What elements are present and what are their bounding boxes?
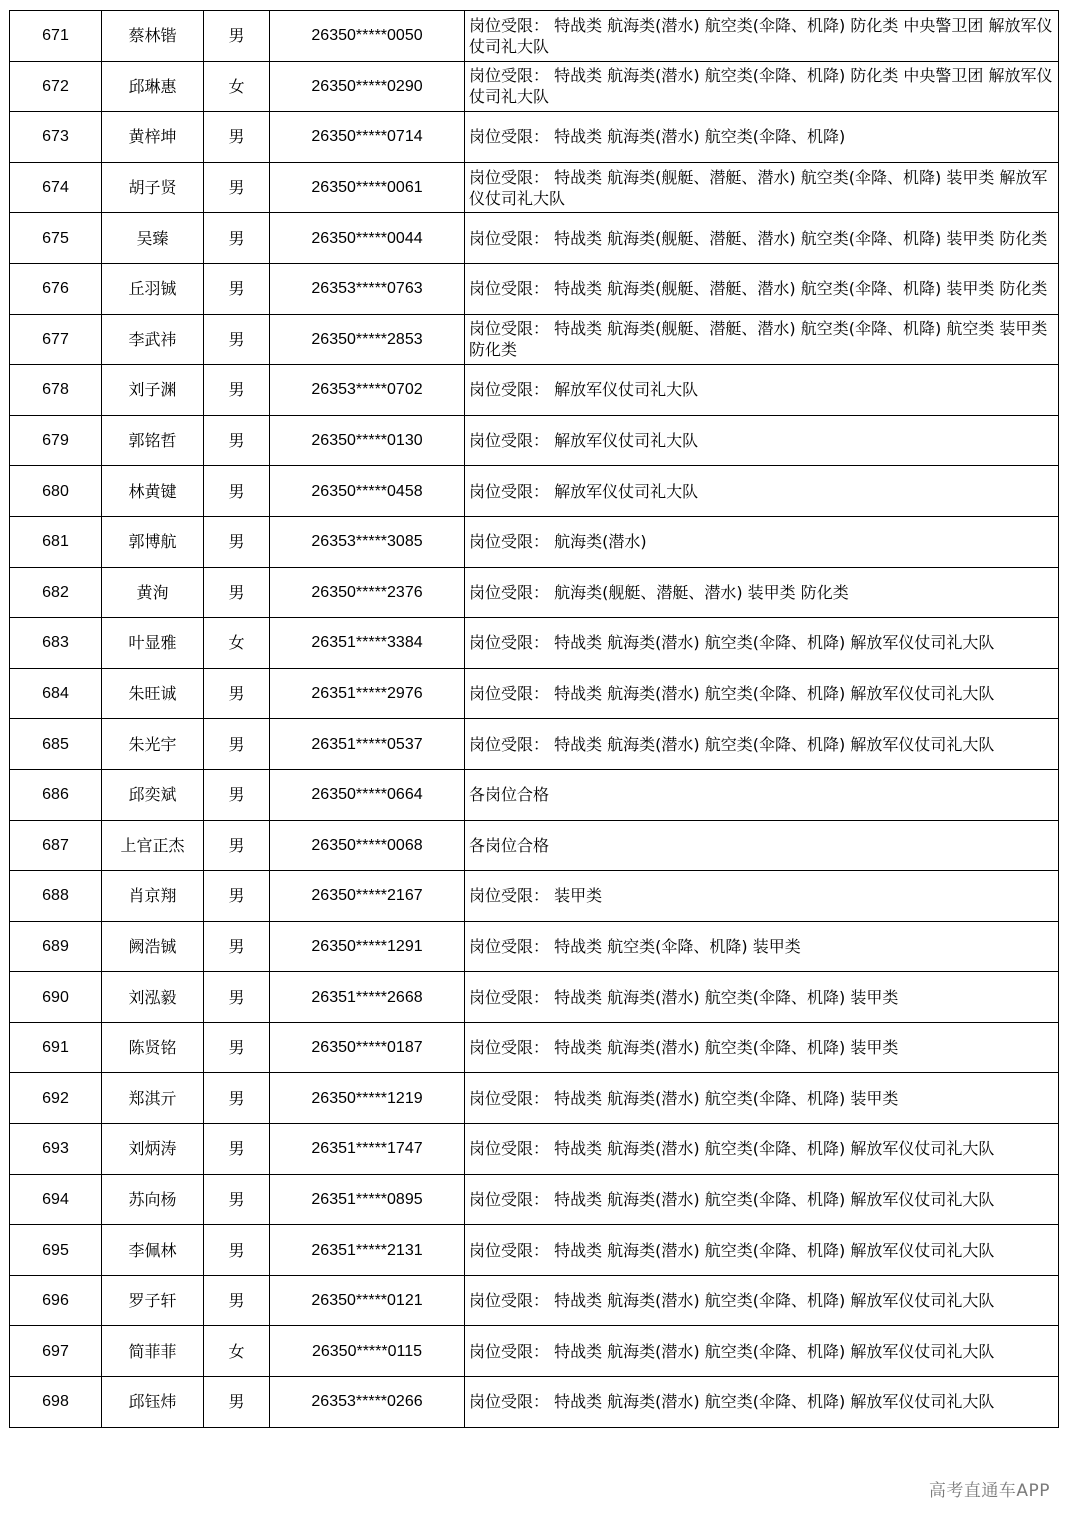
cell-gender: 男 xyxy=(204,213,270,264)
cell-exam-id: 26353*****0763 xyxy=(270,263,465,314)
table-row xyxy=(10,1073,1059,1124)
cell-gender: 男 xyxy=(204,1073,270,1124)
cell-restriction: 岗位受限： 特战类 航海类(潜水) 航空类(伞降、机降) 装甲类 xyxy=(465,1073,1059,1124)
cell-exam-id: 26351*****3384 xyxy=(270,618,465,669)
cell-exam-id: 26351*****0895 xyxy=(270,1174,465,1225)
cell-gender: 男 xyxy=(204,415,270,466)
cell-gender: 男 xyxy=(204,1022,270,1073)
cell-restriction: 岗位受限： 航海类(潜水) xyxy=(465,516,1059,567)
cell-name: 朱旺诚 xyxy=(102,668,204,719)
cell-restriction: 岗位受限： 特战类 航海类(潜水) 航空类(伞降、机降) 解放军仪仗司礼大队 xyxy=(465,1377,1059,1428)
table-row xyxy=(10,921,1059,972)
table-row xyxy=(10,719,1059,770)
cell-number: 697 xyxy=(10,1326,102,1377)
cell-exam-id: 26350*****0121 xyxy=(270,1275,465,1326)
cell-exam-id: 26350*****0714 xyxy=(270,112,465,163)
cell-number: 688 xyxy=(10,871,102,922)
cell-number: 695 xyxy=(10,1225,102,1276)
cell-name: 蔡林锴 xyxy=(102,11,204,62)
cell-number: 690 xyxy=(10,972,102,1023)
cell-number: 694 xyxy=(10,1174,102,1225)
table-row xyxy=(10,769,1059,820)
cell-restriction: 岗位受限： 特战类 航海类(潜水) 航空类(伞降、机降) 解放军仪仗司礼大队 xyxy=(465,1275,1059,1326)
cell-exam-id: 26350*****0130 xyxy=(270,415,465,466)
cell-exam-id: 26351*****2976 xyxy=(270,668,465,719)
cell-gender: 男 xyxy=(204,263,270,314)
cell-name: 邱琳惠 xyxy=(102,61,204,112)
cell-name: 邱奕斌 xyxy=(102,769,204,820)
cell-exam-id: 26350*****0115 xyxy=(270,1326,465,1377)
cell-name: 肖京翔 xyxy=(102,871,204,922)
cell-restriction: 岗位受限： 特战类 航海类(潜水) 航空类(伞降、机降) 解放军仪仗司礼大队 xyxy=(465,668,1059,719)
cell-number: 680 xyxy=(10,466,102,517)
cell-name: 刘炳涛 xyxy=(102,1124,204,1175)
cell-restriction: 岗位受限： 特战类 航海类(潜水) 航空类(伞降、机降) 防化类 中央警卫团 解放军仪仗司礼大队 xyxy=(465,61,1059,112)
cell-name: 胡子贤 xyxy=(102,162,204,213)
cell-name: 上官正杰 xyxy=(102,820,204,871)
cell-gender: 男 xyxy=(204,314,270,365)
cell-gender: 男 xyxy=(204,871,270,922)
cell-restriction: 岗位受限： 特战类 航海类(潜水) 航空类(伞降、机降) 解放军仪仗司礼大队 xyxy=(465,719,1059,770)
cell-restriction: 岗位受限： 特战类 航海类(潜水) 航空类(伞降、机降) 解放军仪仗司礼大队 xyxy=(465,1124,1059,1175)
cell-restriction: 岗位受限： 解放军仪仗司礼大队 xyxy=(465,466,1059,517)
cell-number: 679 xyxy=(10,415,102,466)
cell-restriction: 岗位受限： 特战类 航海类(潜水) 航空类(伞降、机降) 解放军仪仗司礼大队 xyxy=(465,618,1059,669)
cell-name: 简菲菲 xyxy=(102,1326,204,1377)
cell-exam-id: 26350*****1219 xyxy=(270,1073,465,1124)
table-row xyxy=(10,820,1059,871)
cell-name: 吴臻 xyxy=(102,213,204,264)
cell-gender: 男 xyxy=(204,1124,270,1175)
cell-restriction: 岗位受限： 解放军仪仗司礼大队 xyxy=(465,415,1059,466)
table-row xyxy=(10,567,1059,618)
table-row xyxy=(10,314,1059,365)
cell-exam-id: 26353*****0266 xyxy=(270,1377,465,1428)
app-watermark: 高考直通车APP xyxy=(928,1481,1050,1501)
cell-name: 李佩林 xyxy=(102,1225,204,1276)
cell-number: 689 xyxy=(10,921,102,972)
cell-gender: 男 xyxy=(204,668,270,719)
table-row xyxy=(10,263,1059,314)
cell-exam-id: 26350*****1291 xyxy=(270,921,465,972)
cell-name: 朱光宇 xyxy=(102,719,204,770)
cell-number: 692 xyxy=(10,1073,102,1124)
cell-restriction: 岗位受限： 特战类 航海类(潜水) 航空类(伞降、机降) xyxy=(465,112,1059,163)
cell-name: 郭博航 xyxy=(102,516,204,567)
cell-gender: 男 xyxy=(204,1275,270,1326)
table-row xyxy=(10,61,1059,112)
table-row xyxy=(10,668,1059,719)
cell-name: 黄梓坤 xyxy=(102,112,204,163)
cell-gender: 男 xyxy=(204,466,270,517)
cell-number: 678 xyxy=(10,365,102,416)
cell-gender: 女 xyxy=(204,1326,270,1377)
cell-restriction: 岗位受限： 特战类 航海类(舰艇、潜艇、潜水) 航空类(伞降、机降) 装甲类 防化类 xyxy=(465,263,1059,314)
cell-name: 黄洵 xyxy=(102,567,204,618)
cell-number: 687 xyxy=(10,820,102,871)
cell-gender: 男 xyxy=(204,516,270,567)
cell-exam-id: 26350*****0664 xyxy=(270,769,465,820)
cell-name: 郑淇亓 xyxy=(102,1073,204,1124)
cell-number: 675 xyxy=(10,213,102,264)
cell-exam-id: 26350*****2376 xyxy=(270,567,465,618)
cell-exam-id: 26350*****0068 xyxy=(270,820,465,871)
table-row xyxy=(10,1124,1059,1175)
cell-exam-id: 26350*****0187 xyxy=(270,1022,465,1073)
cell-name: 刘泓毅 xyxy=(102,972,204,1023)
cell-name: 邱钰炜 xyxy=(102,1377,204,1428)
cell-restriction: 岗位受限： 特战类 航海类(潜水) 航空类(伞降、机降) 装甲类 xyxy=(465,972,1059,1023)
cell-exam-id: 26351*****2668 xyxy=(270,972,465,1023)
cell-number: 686 xyxy=(10,769,102,820)
cell-restriction: 岗位受限： 特战类 航海类(舰艇、潜艇、潜水) 航空类(伞降、机降) 装甲类 防化类 xyxy=(465,213,1059,264)
cell-gender: 男 xyxy=(204,567,270,618)
cell-name: 叶显雅 xyxy=(102,618,204,669)
cell-name: 李武祎 xyxy=(102,314,204,365)
cell-number: 696 xyxy=(10,1275,102,1326)
cell-exam-id: 26350*****0044 xyxy=(270,213,465,264)
cell-exam-id: 26350*****0061 xyxy=(270,162,465,213)
cell-number: 693 xyxy=(10,1124,102,1175)
table-row xyxy=(10,415,1059,466)
cell-name: 罗子轩 xyxy=(102,1275,204,1326)
table-row xyxy=(10,1225,1059,1276)
cell-number: 685 xyxy=(10,719,102,770)
cell-name: 苏向杨 xyxy=(102,1174,204,1225)
table-row xyxy=(10,466,1059,517)
cell-number: 681 xyxy=(10,516,102,567)
table-row xyxy=(10,871,1059,922)
table-row xyxy=(10,1326,1059,1377)
cell-gender: 男 xyxy=(204,820,270,871)
cell-restriction: 各岗位合格 xyxy=(465,820,1059,871)
cell-restriction: 岗位受限： 特战类 航海类(潜水) 航空类(伞降、机降) 防化类 中央警卫团 解放军仪仗司礼大队 xyxy=(465,11,1059,62)
cell-name: 陈贤铭 xyxy=(102,1022,204,1073)
cell-gender: 男 xyxy=(204,1225,270,1276)
table-row xyxy=(10,112,1059,163)
cell-number: 674 xyxy=(10,162,102,213)
cell-gender: 男 xyxy=(204,1174,270,1225)
cell-restriction: 岗位受限： 特战类 航空类(伞降、机降) 装甲类 xyxy=(465,921,1059,972)
cell-restriction: 岗位受限： 装甲类 xyxy=(465,871,1059,922)
cell-restriction: 岗位受限： 特战类 航海类(舰艇、潜艇、潜水) 航空类(伞降、机降) 航空类 装甲类 防化类 xyxy=(465,314,1059,365)
cell-gender: 男 xyxy=(204,11,270,62)
cell-exam-id: 26351*****0537 xyxy=(270,719,465,770)
cell-name: 林黄键 xyxy=(102,466,204,517)
cell-number: 684 xyxy=(10,668,102,719)
table-row xyxy=(10,365,1059,416)
cell-number: 691 xyxy=(10,1022,102,1073)
cell-number: 671 xyxy=(10,11,102,62)
table-row xyxy=(10,1022,1059,1073)
cell-restriction: 各岗位合格 xyxy=(465,769,1059,820)
cell-gender: 女 xyxy=(204,618,270,669)
cell-restriction: 岗位受限： 特战类 航海类(舰艇、潜艇、潜水) 航空类(伞降、机降) 装甲类 解放军仪仗司礼大队 xyxy=(465,162,1059,213)
cell-number: 698 xyxy=(10,1377,102,1428)
table-body xyxy=(10,11,1059,1428)
cell-exam-id: 26351*****2131 xyxy=(270,1225,465,1276)
cell-number: 672 xyxy=(10,61,102,112)
cell-exam-id: 26350*****0290 xyxy=(270,61,465,112)
table-row xyxy=(10,516,1059,567)
cell-gender: 男 xyxy=(204,719,270,770)
cell-exam-id: 26351*****1747 xyxy=(270,1124,465,1175)
cell-exam-id: 26350*****0458 xyxy=(270,466,465,517)
cell-restriction: 岗位受限： 航海类(舰艇、潜艇、潜水) 装甲类 防化类 xyxy=(465,567,1059,618)
cell-gender: 女 xyxy=(204,61,270,112)
cell-name: 郭铭哲 xyxy=(102,415,204,466)
cell-gender: 男 xyxy=(204,921,270,972)
cell-exam-id: 26350*****2853 xyxy=(270,314,465,365)
table-row xyxy=(10,1174,1059,1225)
cell-gender: 男 xyxy=(204,365,270,416)
cell-exam-id: 26353*****3085 xyxy=(270,516,465,567)
cell-number: 677 xyxy=(10,314,102,365)
cell-exam-id: 26350*****2167 xyxy=(270,871,465,922)
cell-number: 676 xyxy=(10,263,102,314)
cell-number: 683 xyxy=(10,618,102,669)
cell-gender: 男 xyxy=(204,162,270,213)
cell-number: 682 xyxy=(10,567,102,618)
cell-exam-id: 26350*****0050 xyxy=(270,11,465,62)
cell-restriction: 岗位受限： 特战类 航海类(潜水) 航空类(伞降、机降) 解放军仪仗司礼大队 xyxy=(465,1326,1059,1377)
cell-exam-id: 26353*****0702 xyxy=(270,365,465,416)
cell-number: 673 xyxy=(10,112,102,163)
table-row xyxy=(10,972,1059,1023)
table-row xyxy=(10,213,1059,264)
table-row xyxy=(10,11,1059,62)
cell-gender: 男 xyxy=(204,1377,270,1428)
cell-gender: 男 xyxy=(204,112,270,163)
cell-name: 刘子渊 xyxy=(102,365,204,416)
table-row xyxy=(10,1275,1059,1326)
results-table xyxy=(9,10,1059,1428)
cell-restriction: 岗位受限： 特战类 航海类(潜水) 航空类(伞降、机降) 解放军仪仗司礼大队 xyxy=(465,1174,1059,1225)
table-row xyxy=(10,162,1059,213)
cell-restriction: 岗位受限： 特战类 航海类(潜水) 航空类(伞降、机降) 装甲类 xyxy=(465,1022,1059,1073)
cell-gender: 男 xyxy=(204,972,270,1023)
table-row xyxy=(10,1377,1059,1428)
cell-restriction: 岗位受限： 解放军仪仗司礼大队 xyxy=(465,365,1059,416)
table-row xyxy=(10,618,1059,669)
cell-restriction: 岗位受限： 特战类 航海类(潜水) 航空类(伞降、机降) 解放军仪仗司礼大队 xyxy=(465,1225,1059,1276)
cell-name: 丘羽铖 xyxy=(102,263,204,314)
cell-gender: 男 xyxy=(204,769,270,820)
cell-name: 阙浩铖 xyxy=(102,921,204,972)
